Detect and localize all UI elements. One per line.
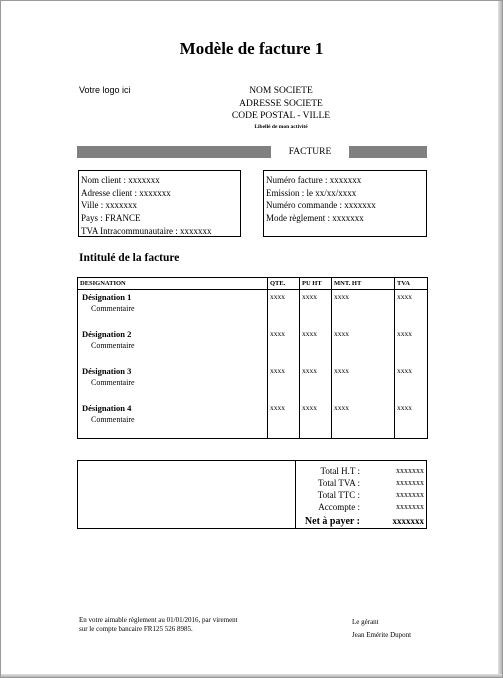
items-table xyxy=(77,277,428,439)
table-row xyxy=(78,327,428,364)
col-header-qty: QTE. xyxy=(268,278,300,290)
total-vat-label: Total TVA : xyxy=(317,478,360,488)
designation-cell xyxy=(78,327,268,364)
invoice-info-box xyxy=(263,170,427,237)
totals-box xyxy=(77,460,427,529)
qty-cell: xxxx xyxy=(268,327,300,364)
table-header-row xyxy=(78,278,428,290)
unit-price-cell: xxxx xyxy=(300,364,332,401)
invoice-heading: Intitulé de la facture xyxy=(79,252,180,264)
deposit-value: xxxxxxx xyxy=(396,502,424,511)
page-shadow-bottom xyxy=(1,674,502,677)
designation-name: Désignation 2 xyxy=(82,329,132,339)
company-activity: Libellé de mon activité xyxy=(254,123,308,130)
total-ttc-label: Total TTC : xyxy=(317,490,360,500)
invoice-number: Numéro facture : xxxxxxx xyxy=(266,175,362,185)
amount-cell: xxxx xyxy=(332,327,395,364)
amount-cell: xxxx xyxy=(332,290,395,328)
signer-name: Jean Emérite Dupont xyxy=(352,631,412,639)
page-shadow-right xyxy=(498,1,502,677)
payment-terms-line-1: En votre aimable règlement au 01/01/2016, par virement xyxy=(79,616,238,624)
payment-terms-line-2: sur le compte bancaire FR125 526 8985. xyxy=(79,625,193,633)
amount-cell: xxxx xyxy=(332,401,395,439)
client-city: Ville : xxxxxxx xyxy=(81,200,137,211)
vat-cell: xxxx xyxy=(395,364,428,401)
header-band-left xyxy=(77,146,271,158)
order-number: Numéro commande : xxxxxxx xyxy=(266,200,376,211)
header-band-right xyxy=(349,146,427,158)
client-address: Adresse client : xxxxxxx xyxy=(81,187,171,198)
designation-comment: Commentaire xyxy=(91,304,135,313)
signer-title: Le gérant xyxy=(352,618,379,626)
col-header-unit-price: PU HT xyxy=(300,278,332,290)
qty-cell: xxxx xyxy=(268,364,300,401)
designation-comment: Commentaire xyxy=(91,415,135,424)
client-name: Nom client : xxxxxxx xyxy=(81,175,160,185)
company-city: CODE POSTAL - VILLE xyxy=(231,111,331,121)
designation-comment: Commentaire xyxy=(91,378,135,387)
logo-placeholder: Votre logo ici xyxy=(79,85,131,95)
unit-price-cell: xxxx xyxy=(300,290,332,328)
col-header-vat: TVA xyxy=(395,278,428,290)
document-title: Modèle de facture 1 xyxy=(179,39,324,58)
client-vat: TVA Intracommunautaire : xxxxxxx xyxy=(81,225,212,236)
payment-terms xyxy=(79,616,238,634)
designation-cell xyxy=(78,401,268,439)
invoice-issue-date: Emission : le xx/xx/xxxx xyxy=(266,187,357,198)
client-country: Pays : FRANCE xyxy=(81,213,141,224)
designation-cell xyxy=(78,364,268,401)
company-name: NOM SOCIETE xyxy=(249,86,313,96)
amount-cell: xxxx xyxy=(332,364,395,401)
totals-column xyxy=(295,461,427,528)
total-ht-label: Total H.T : xyxy=(320,466,360,476)
col-header-amount: MNT. HT xyxy=(332,278,395,290)
deposit-label: Accompte : xyxy=(318,502,360,512)
vat-cell: xxxx xyxy=(395,327,428,364)
designation-name: Désignation 4 xyxy=(82,403,132,413)
payment-method: Mode règlement : xxxxxxx xyxy=(266,213,364,224)
qty-cell: xxxx xyxy=(268,401,300,439)
total-ttc-value: xxxxxxx xyxy=(396,490,424,499)
unit-price-cell: xxxx xyxy=(300,401,332,439)
company-block xyxy=(191,85,371,132)
designation-name: Désignation 3 xyxy=(82,366,132,376)
designation-comment: Commentaire xyxy=(91,341,135,350)
table-row xyxy=(78,401,428,439)
qty-cell: xxxx xyxy=(268,290,300,328)
vat-cell: xxxx xyxy=(395,290,428,328)
designation-cell xyxy=(78,290,268,328)
vat-cell: xxxx xyxy=(395,401,428,439)
net-to-pay-value: xxxxxxx xyxy=(392,516,424,526)
invoice-label: FACTURE xyxy=(271,146,349,158)
net-to-pay-label: Net à payer : xyxy=(304,516,360,527)
designation-name: Désignation 1 xyxy=(82,292,132,302)
company-address: ADRESSE SOCIETE xyxy=(239,98,323,109)
table-row xyxy=(78,364,428,401)
table-row xyxy=(78,290,428,328)
total-ht-value: xxxxxxx xyxy=(396,466,424,475)
col-header-designation: DESIGNATION xyxy=(78,278,268,290)
client-box xyxy=(78,170,241,237)
total-vat-value: xxxxxxx xyxy=(396,478,424,487)
unit-price-cell: xxxx xyxy=(300,327,332,364)
signature-block xyxy=(352,616,411,642)
